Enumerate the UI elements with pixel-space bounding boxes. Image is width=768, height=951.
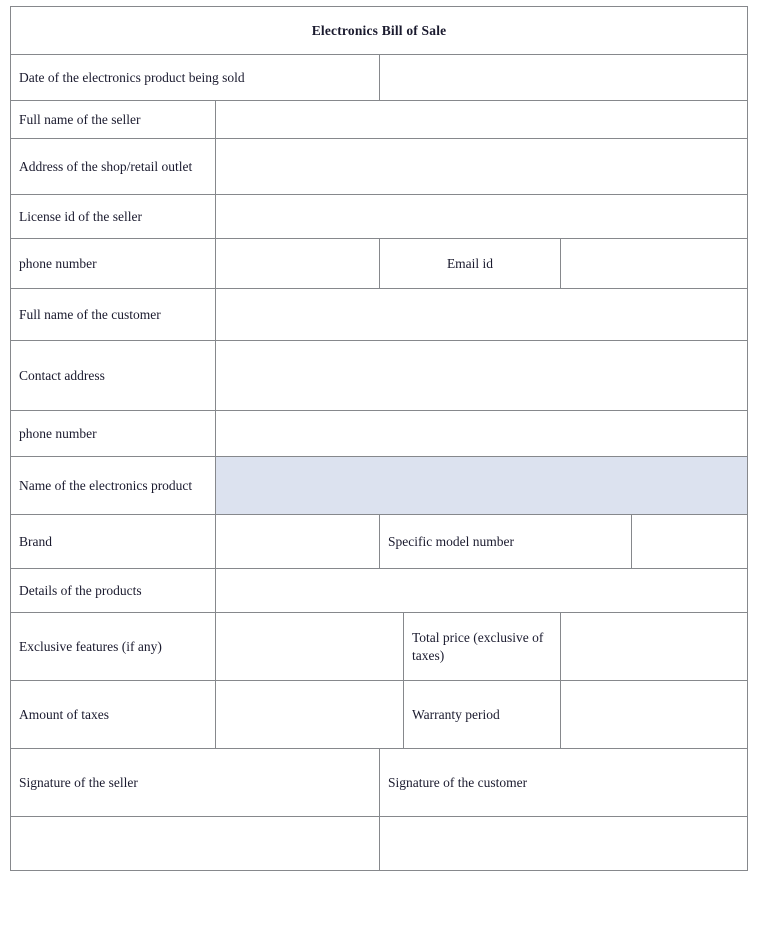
table-row: [11, 817, 748, 871]
field-license-id[interactable]: [216, 195, 748, 239]
label-exclusive-features: Exclusive features (if any): [11, 613, 216, 681]
label-model-number: Specific model number: [380, 515, 632, 569]
field-product-name[interactable]: [216, 457, 748, 515]
table-row: [11, 457, 748, 515]
field-shop-address[interactable]: [216, 139, 748, 195]
field-customer-phone-number[interactable]: [216, 411, 748, 457]
label-contact-address: Contact address: [11, 341, 216, 411]
field-customer-full-name[interactable]: [216, 289, 748, 341]
table-row: [11, 289, 748, 341]
field-date-of-sale[interactable]: [380, 55, 748, 101]
field-seller-email-id[interactable]: [561, 239, 748, 289]
table-row: [11, 139, 748, 195]
label-seller-full-name: Full name of the seller: [11, 101, 216, 139]
table-row: [11, 7, 748, 55]
label-product-name: Name of the electronics product: [11, 457, 216, 515]
field-customer-signature[interactable]: [380, 817, 748, 871]
label-total-price: Total price (exclusive of taxes): [404, 613, 561, 681]
table-row: [11, 749, 748, 817]
label-warranty-period: Warranty period: [404, 681, 561, 749]
field-model-number[interactable]: [632, 515, 748, 569]
label-seller-signature: Signature of the seller: [11, 749, 380, 817]
table-row: [11, 101, 748, 139]
bill-of-sale-table: [10, 6, 748, 871]
label-shop-address: Address of the shop/retail outlet: [11, 139, 216, 195]
table-row: [11, 613, 748, 681]
label-seller-phone-number: phone number: [11, 239, 216, 289]
label-license-id: License id of the seller: [11, 195, 216, 239]
field-amount-of-taxes[interactable]: [216, 681, 404, 749]
field-seller-phone-number[interactable]: [216, 239, 380, 289]
label-product-details: Details of the products: [11, 569, 216, 613]
field-warranty-period[interactable]: [561, 681, 748, 749]
table-row: [11, 515, 748, 569]
field-product-details[interactable]: [216, 569, 748, 613]
table-row: [11, 195, 748, 239]
table-row: [11, 341, 748, 411]
page-title: Electronics Bill of Sale: [11, 7, 748, 55]
label-customer-full-name: Full name of the customer: [11, 289, 216, 341]
table-row: [11, 239, 748, 289]
field-seller-full-name[interactable]: [216, 101, 748, 139]
field-seller-signature[interactable]: [11, 817, 380, 871]
label-seller-email-id: Email id: [380, 239, 561, 289]
table-row: [11, 681, 748, 749]
label-customer-signature: Signature of the customer: [380, 749, 748, 817]
field-exclusive-features[interactable]: [216, 613, 404, 681]
label-date-of-sale: Date of the electronics product being sold: [11, 55, 380, 101]
field-brand[interactable]: [216, 515, 380, 569]
table-row: [11, 569, 748, 613]
label-customer-phone-number: phone number: [11, 411, 216, 457]
field-contact-address[interactable]: [216, 341, 748, 411]
table-row: [11, 55, 748, 101]
table-row: [11, 411, 748, 457]
label-amount-of-taxes: Amount of taxes: [11, 681, 216, 749]
field-total-price[interactable]: [561, 613, 748, 681]
label-brand: Brand: [11, 515, 216, 569]
